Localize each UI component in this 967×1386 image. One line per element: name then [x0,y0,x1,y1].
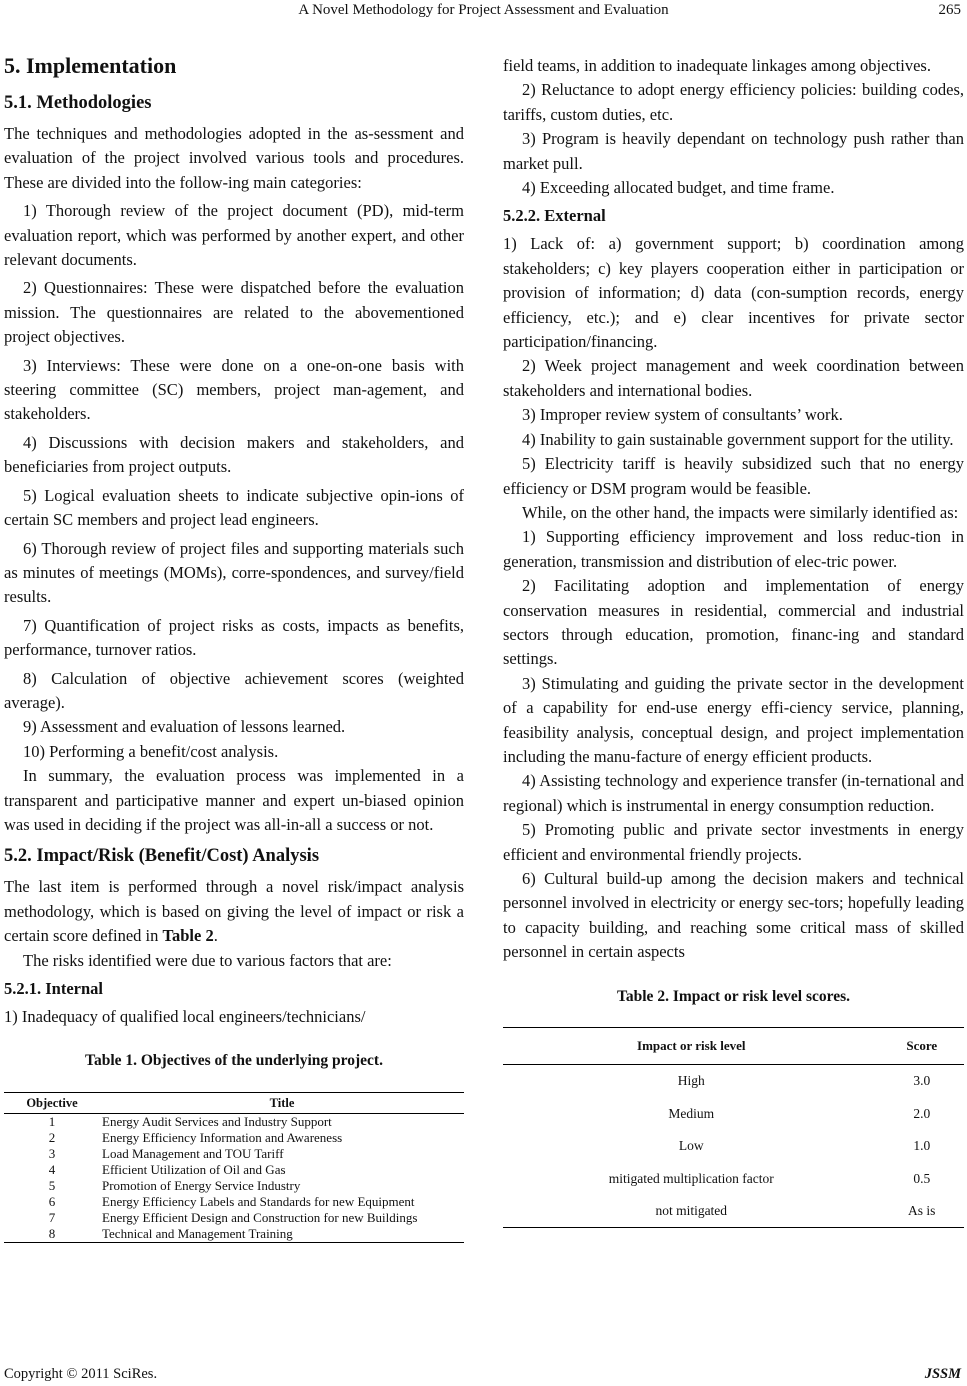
continued-paragraph: field teams, in addition to inadequate linkages among objectives. [503,56,931,75]
table-row: 7 Energy Efficient Design and Construction for new Buildings [48,1209,418,1225]
internal-item: 2) Reluctance to adopt energy efficiency policies: building codes, tariffs, custom duties, etc. [503,80,964,124]
summary-paragraph: In summary, the evaluation process was implemented in a transparent and participative manner and expert un-biased opinion was used in deciding if the project was all-in-all a success or not. [4,766,464,834]
table-row: High 3.0 [677,1073,931,1089]
method-item: 6) Thorough review of project files and supporting materials such as minutes of meetings (MOMs), corre-spondences, and survey/field results. [4,538,464,607]
table1 [4,1092,464,1243]
external-item: 5) Electricity tariff is heavily subsidized such that no energy efficiency or DSM program would be feasible. [503,454,964,498]
table-row: not mitigated As is [503,1195,964,1228]
left-column [4,52,464,1243]
table-row: 3 Load Management and TOU Tariff [48,1145,284,1161]
impact-item: 2) Facilitating adoption and implementation of energy conservation measures in residential, commercial and industrial sectors through education, promotion, financ-ing and standard settings. [503,576,964,669]
table-row: 4 Efficient Utilization of Oil and Gas [48,1161,286,1177]
section-5-heading: 5. Implementation [4,53,177,78]
page-number: 265 [938,2,961,18]
table-row: mitigated multiplication factor 0.5 [608,1170,931,1186]
external-item: 1) Lack of: a) government support; b) coordination among stakeholders; c) key players cooperation either in participation or provision of information; d) data (con-sumption records, energy efficiency, etc.); and e) clear incentives for private sector participation/financing. [503,234,964,352]
table1-caption: Table 1. Objectives of the underlying project. [85,1052,383,1070]
table1-header-title: Title [100,1092,464,1113]
table2-reference: Table 2 [162,926,214,946]
method-item: 3) Interviews: These were done on a one-on-one basis with steering committee (SC) members, project man-agement, and stakeholders. [4,355,464,424]
internal-item: 4) Exceeding allocated budget, and time frame. [522,178,835,198]
impact-item: 4) Assisting technology and experience transfer (in-ternational and regional) which is instrumental in energy consumption reduction. [503,771,964,815]
internal-item: 1) Inadequacy of qualified local engineers/technicians/ [4,1007,366,1026]
table-row: 1 Energy Audit Services and Industry Support [48,1113,332,1129]
section-5-2-heading: 5.2. Impact/Risk (Benefit/Cost) Analysis [4,846,320,867]
table2 [503,1027,964,1228]
external-item: 4) Inability to gain sustainable government support for the utility. [522,429,954,449]
external-item: 2) Week project management and week coordination between stakeholders and international bodies. [503,356,964,400]
copyright-notice: Copyright © 2011 SciRes. [4,1366,158,1382]
method-item: 10) Performing a benefit/cost analysis. [23,741,279,761]
impact-item: 3) Stimulating and guiding the private sector in the development of a capability for end-use energy effi-ciency service, planning, feasibility analysis, conceptual design, and project implementation including the manu-facture of energy efficient products. [503,673,964,766]
table-row: 5 Promotion of Energy Service Industry [48,1177,301,1193]
section-5-2-1-heading: 5.2.1. Internal [4,979,103,998]
method-item: 7) Quantification of project risks as costs, impacts as benefits, performance, turnover ratios. [4,615,464,660]
table2-header-level: Impact or risk level [503,1028,880,1065]
impact-item: 1) Supporting efficiency improvement and loss reduc-tion in generation, transmission and distribution of elec-tric power. [503,527,964,571]
table-row: Medium 2.0 [668,1105,931,1121]
journal-name: JSSM [924,1366,961,1382]
section-5-2-2-heading: 5.2.2. External [503,206,606,226]
method-item: 4) Discussions with decision makers and stakeholders, and beneficiaries from project outputs. [4,432,464,477]
impact-item: 5) Promoting public and private sector investments in energy efficient and environmental friendly projects. [503,820,964,864]
method-item: 8) Calculation of objective achievement scores (weighted average). [4,668,464,712]
external-item: 3) Improper review system of consultants’ work. [522,405,843,425]
table-row: 2 Energy Efficiency Information and Awareness [48,1129,343,1145]
table-row: Low 1.0 [678,1138,931,1154]
section-5-1-heading: 5.1. Methodologies [4,93,152,113]
table-row: 8 Technical and Management Training [4,1226,464,1243]
risks-intro: The risks identified were due to various factors that are: [23,950,392,970]
table2-caption: Table 2. Impact or risk level scores. [616,987,851,1005]
impact-risk-paragraph: The last item is performed through a novel risk/impact analysis methodology, which is based on giving the level of impact or risk a certain score defined in Table 2. [4,877,464,946]
right-column [503,54,964,1228]
method-item: 1) Thorough review of the project document (PD), mid-term evaluation report, which was performed by another expert, and other relevant documents. [4,201,464,270]
method-item: 5) Logical evaluation sheets to indicate subjective opin-ions of certain SC members and project lead engineers. [4,485,464,530]
running-title: A Novel Methodology for Project Assessment and Evaluation [298,2,669,18]
method-item: 2) Questionnaires: These were dispatched before the evaluation mission. The questionnaires are related to the abovementioned project objectives. [4,278,464,347]
table2-header-score: Score [880,1028,965,1065]
table1-header-objective: Objective [4,1092,100,1113]
table-row: 6 Energy Efficiency Labels and Standards for new Equipment [48,1193,415,1209]
impacts-intro: While, on the other hand, the impacts were similarly identified as: [522,502,959,522]
internal-item: 3) Program is heavily dependant on technology push rather than market pull. [503,129,964,173]
impact-item: 6) Cultural build-up among the decision makers and technical personnel involved in electricity or energy sec-tors; hopefully leading to capacity building, and reaching some critical mass of skilled personnel in certain aspects [503,869,964,962]
method-item: 9) Assessment and evaluation of lessons learned. [23,717,346,737]
page-header [0,0,967,24]
intro-paragraph: The techniques and methodologies adopted in the as-sessment and evaluation of the project involved various tools and procedures. These are divided into the follow-ing main categories: [4,124,464,192]
